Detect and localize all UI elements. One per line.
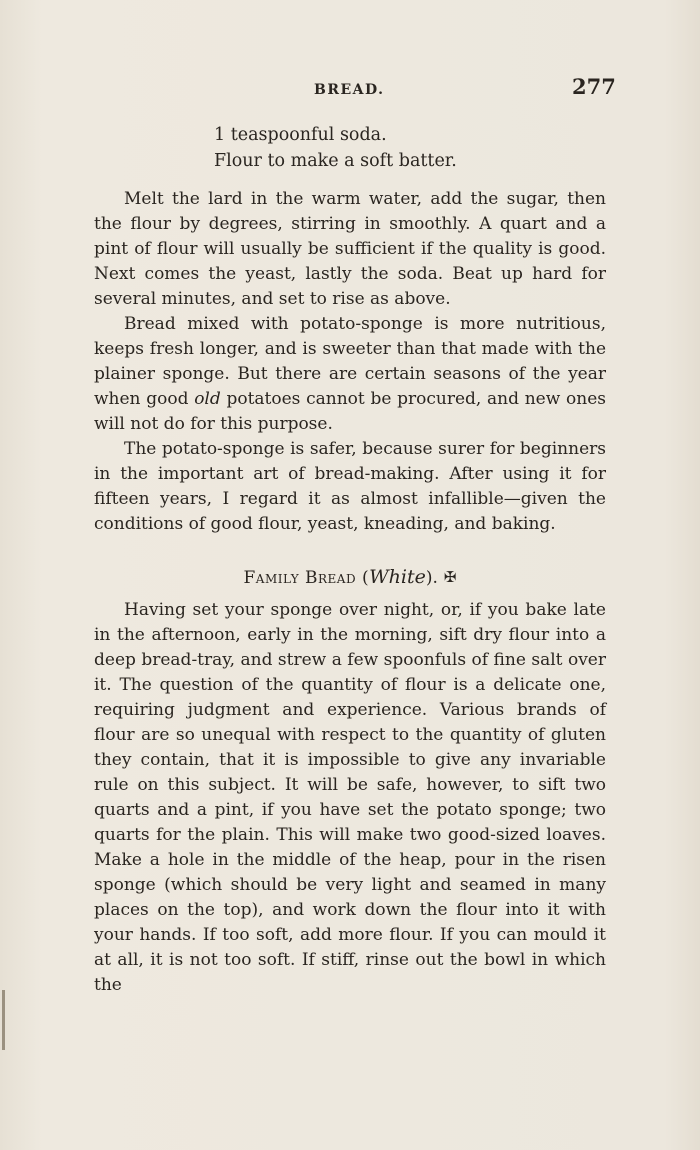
paragraph: Having set your sponge over night, or, if you bake late in the afternoon, early in the morning, sift dry flour into a deep bread-tray, and strew a few spoonfuls of fine salt over it. The question of the quantity of flour is a delicate one, requiring judgment and experience. Various brands of flour are so unequal with respect to the quantity of gluten they contain, that it is impossible to give any invariable rule on this subject. It will be safe, however, to sift two quarts and a pint, if you have set the potato sponge; two quarts for the plain. This will make two good-sized loaves. Make a hole in the middle of the heap, pour in the risen sponge (which should be very light and seamed in many places on the top), and work down the flour into it with your hands. If too soft, add more flour. If you can mould it at all, it is not too soft. If stiff, rinse out the bowl in which the: [94, 600, 606, 995]
page-number: 277: [572, 74, 616, 99]
emphasis-old: old: [194, 389, 221, 409]
running-head: BREAD.: [314, 82, 385, 98]
section-heading: [0, 566, 700, 588]
paragraph: Bread mixed with potato-sponge is more nutritious, keeps fresh longer, and is sweeter than that made with the plainer sponge. But there are certain seasons of the year when good old potatoes cannot be procured, and new ones will not do for this purpose.: [94, 314, 606, 434]
bread-instructions: [94, 187, 606, 537]
ingredient-list: [214, 122, 457, 174]
paragraph: Melt the lard in the warm water, add the sugar, then the flour by degrees, stirring in smoothly. A quart and a pint of flour will usually be sufficient if the quality is good. Next comes the yeast, lastly the soda. Beat up hard for several minutes, and set to rise as above.: [94, 189, 606, 309]
page-edge-mark: [2, 990, 5, 1050]
heading-italic: White: [369, 566, 426, 588]
page-header: [0, 72, 700, 112]
heading-end: ).: [425, 568, 438, 588]
paragraph: The potato-sponge is safer, because surer for beginners in the important art of bread-making. After using it for fifteen years, I regard it as almost infallible—given the conditions of good flour, yeast, kneading, and baking.: [94, 439, 606, 534]
heading-title: Family Bread (: [243, 568, 370, 588]
ingredient-line: Flour to make a soft batter.: [214, 151, 457, 171]
ingredient-line: 1 teaspoonful soda.: [214, 125, 387, 145]
maltese-cross-icon: ✠: [443, 568, 457, 586]
family-bread-instructions: [94, 598, 606, 998]
